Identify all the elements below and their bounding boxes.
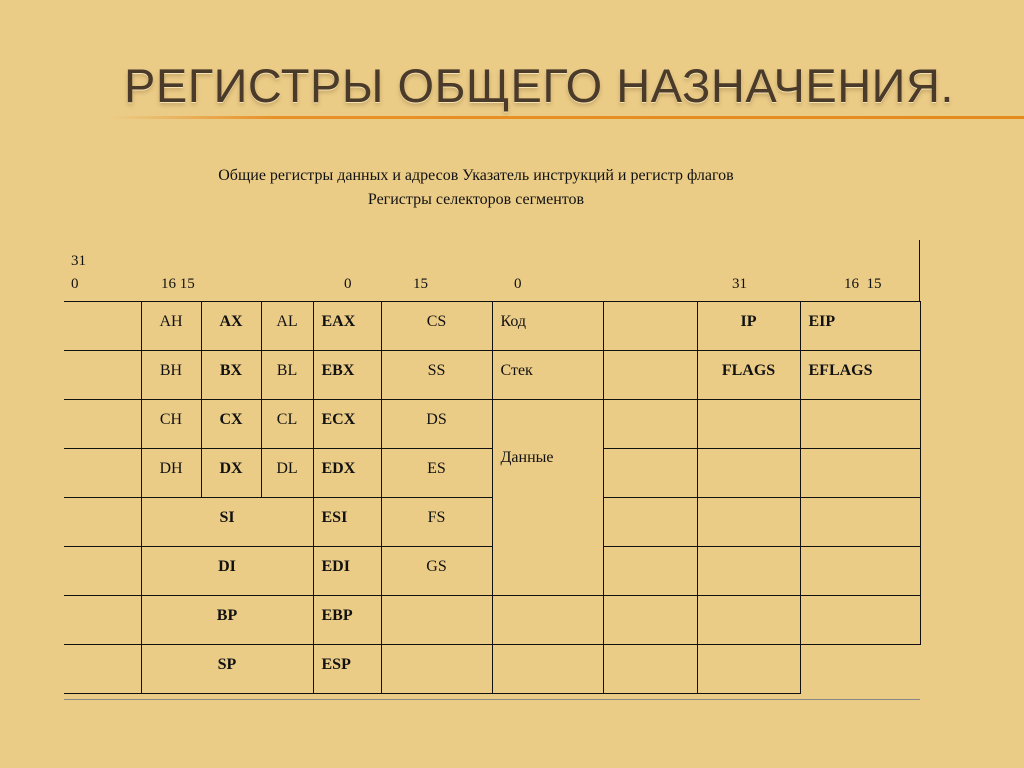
register-ip: IP [697,302,800,351]
register-dl: DL [261,449,313,498]
segment-data-label: Данные [500,449,554,466]
register-bx: BX [201,351,261,400]
segment-data-cell [492,400,603,596]
table-row [64,596,920,645]
register-ebx: EBX [313,351,381,400]
bit-label-31: 31 [732,276,747,292]
register-bl: BL [261,351,313,400]
table-row [64,400,920,449]
bit-label-16-15: 16 15 [844,276,882,292]
register-si: SI [141,498,313,547]
register-ax: AX [201,302,261,351]
register-eax: EAX [313,302,381,351]
register-bp: BP [141,596,313,645]
register-bh: BH [141,351,201,400]
segment-stack-label: Стек [492,351,603,400]
register-ss: SS [381,351,492,400]
title-underline [110,116,1024,119]
page-title: РЕГИСТРЫ ОБЩЕГО НАЗНАЧЕНИЯ. [124,59,954,112]
register-dx: DX [201,449,261,498]
segment-code-label: Код [492,302,603,351]
table-edge-line [919,240,920,302]
register-ch: CH [141,400,201,449]
register-dh: DH [141,449,201,498]
register-edi: EDI [313,547,381,596]
register-esi: ESI [313,498,381,547]
register-ecx: ECX [313,400,381,449]
table-row [64,351,920,400]
registers-table [64,301,921,694]
register-al: AL [261,302,313,351]
bit-label-31: 31 [71,253,86,269]
register-eip: EIP [800,302,920,351]
bit-label-0: 0 [71,276,79,292]
bit-label-0: 0 [514,276,522,292]
register-cs: CS [381,302,492,351]
register-cl: CL [261,400,313,449]
register-flags: FLAGS [697,351,800,400]
register-esp: ESP [313,645,381,694]
table-row [64,302,920,351]
register-sp: SP [141,645,313,694]
register-ds: DS [381,400,492,449]
bit-label-15: 15 [413,276,428,292]
bit-label-0: 0 [344,276,352,292]
subtitle-line-1: Общие регистры данных и адресов Указатель инструкций и регистр флагов [218,167,734,184]
register-eflags: EFLAGS [800,351,920,400]
register-gs: GS [381,547,492,596]
bit-label-16-15: 16 15 [161,276,195,292]
register-cx: CX [201,400,261,449]
register-ebp: EBP [313,596,381,645]
table-row [64,645,920,694]
register-di: DI [141,547,313,596]
register-edx: EDX [313,449,381,498]
register-fs: FS [381,498,492,547]
register-es: ES [381,449,492,498]
register-ah: AH [141,302,201,351]
table-baseline [64,699,920,700]
subtitle-line-2: Регистры селекторов сегментов [367,191,585,208]
